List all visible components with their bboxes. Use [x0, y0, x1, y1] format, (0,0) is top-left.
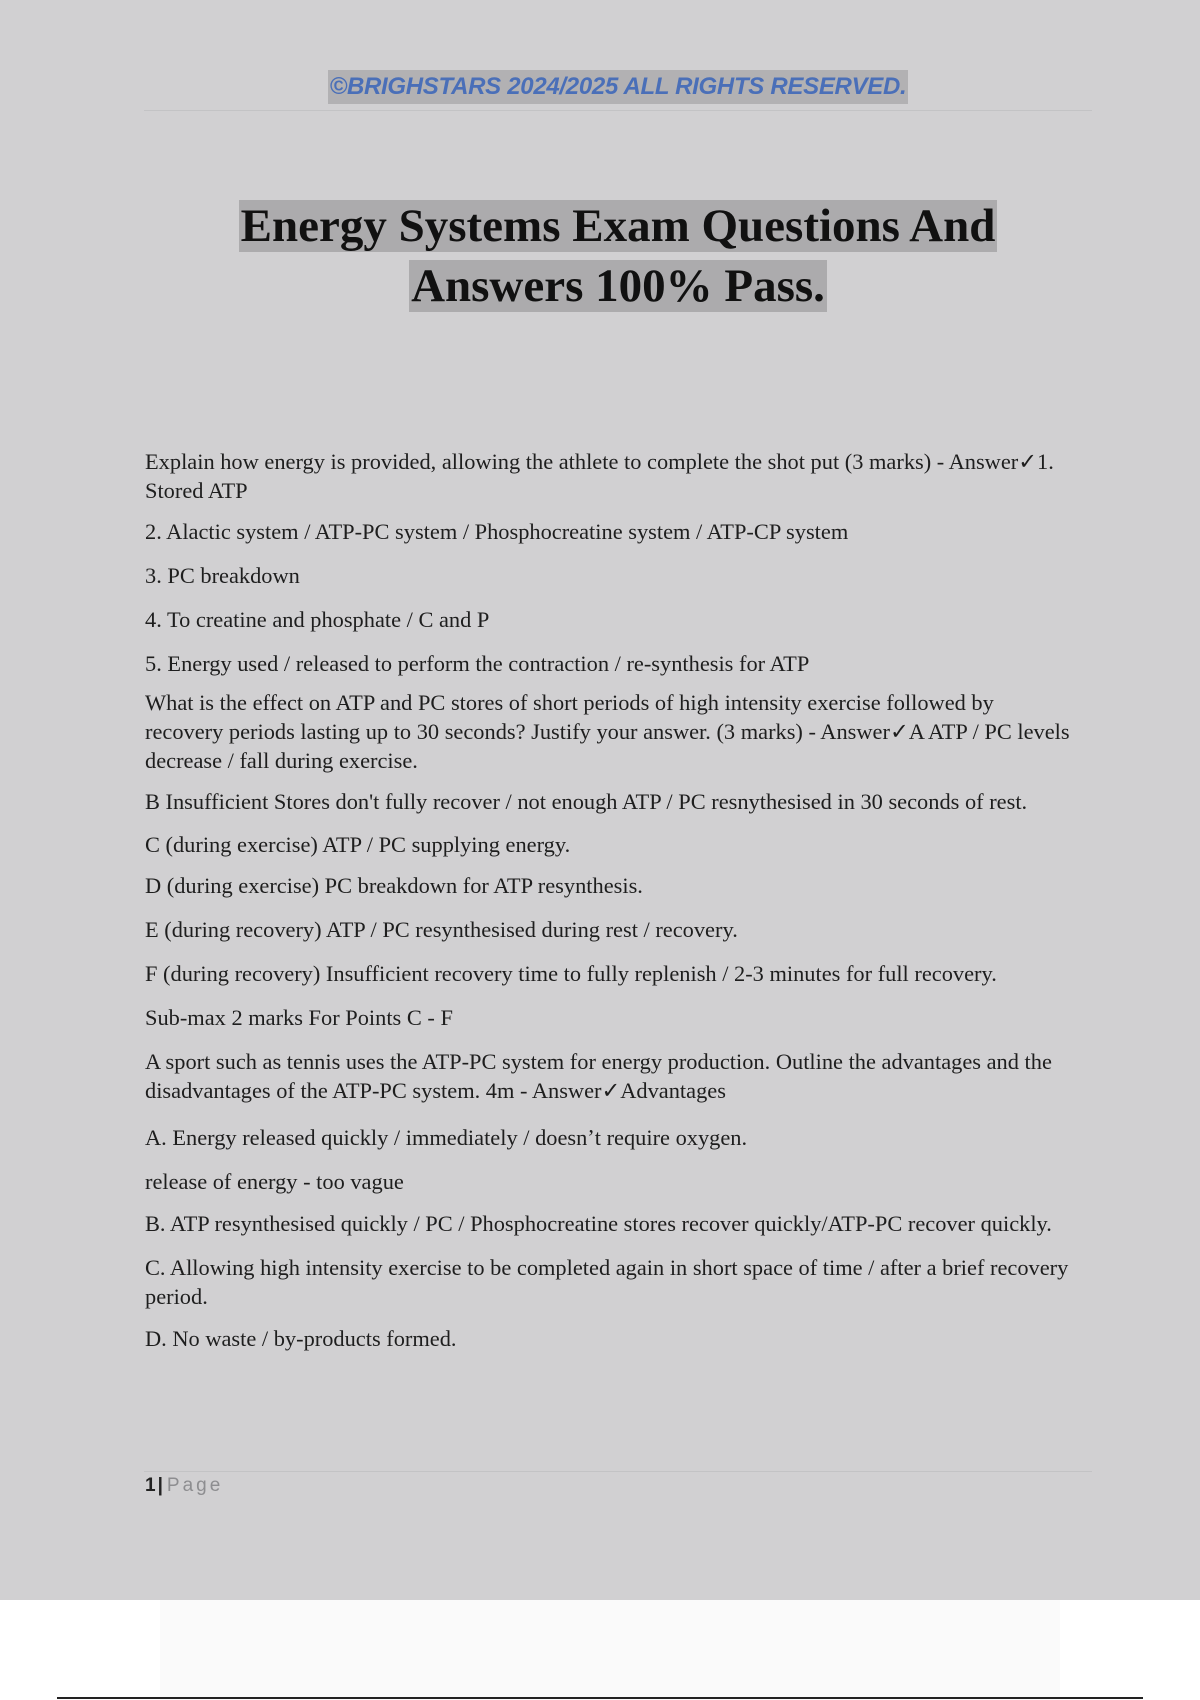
- page-separator: |: [157, 1475, 163, 1496]
- paragraph: C. Allowing high intensity exercise to be completed again in short space of time / after a brief recovery period.: [145, 1255, 1069, 1309]
- paragraph: 5. Energy used / released to perform the contraction / re-synthesis for ATP: [145, 651, 810, 676]
- next-page-panel: [160, 1600, 1060, 1700]
- document-body: [145, 447, 1075, 1353]
- paragraph: 4. To creatine and phosphate / C and P: [145, 607, 490, 632]
- paragraph: E (during recovery) ATP / PC resynthesised during rest / recovery.: [145, 917, 738, 942]
- page-number: 1: [145, 1475, 156, 1496]
- page-label: Page: [166, 1475, 224, 1496]
- paragraph: A. Energy released quickly / immediately / doesnʼt require oxygen.: [145, 1125, 748, 1150]
- paragraph: What is the effect on ATP and PC stores of short periods of high intensity exercise followed by recovery periods lasting up to 30 seconds? Justify your answer. (3 marks) - Answer✓A ATP / PC levels decrease / fall during exercise.: [145, 690, 1070, 773]
- paragraph: F (during recovery) Insufficient recovery time to fully replenish / 2-3 minutes for full recovery.: [145, 961, 997, 986]
- paragraph: 2. Alactic system / ATP-PC system / Phosphocreatine system / ATP-CP system: [145, 519, 849, 544]
- paragraph: C (during exercise) ATP / PC supplying energy.: [145, 832, 571, 857]
- paragraph: D (during exercise) PC breakdown for ATP resynthesis.: [145, 873, 643, 898]
- copyright-notice: ©BRIGHSTARS 2024/2025 ALL RIGHTS RESERVED.: [328, 70, 909, 104]
- next-page-preview: [0, 1600, 1200, 1700]
- title-line-1: Energy Systems Exam Questions And: [240, 200, 996, 252]
- paragraph: Explain how energy is provided, allowing the athlete to complete the shot put (3 marks) - Answer✓1. Stored ATP: [145, 449, 1054, 503]
- title-line-2: Answers 100% Pass.: [411, 260, 825, 312]
- paragraph: B. ATP resynthesised quickly / PC / Phosphocreatine stores recover quickly/ATP-PC recover quickly.: [145, 1211, 1052, 1236]
- footer-divider: [144, 1471, 1092, 1472]
- page-header: [144, 70, 1092, 104]
- page-footer: [145, 1474, 223, 1498]
- paragraph: 3. PC breakdown: [145, 563, 300, 588]
- paragraph: release of energy - too vague: [145, 1169, 404, 1194]
- paragraph: Sub-max 2 marks For Points C - F: [145, 1005, 453, 1030]
- document-title: [144, 196, 1092, 316]
- next-page-divider: [57, 1697, 1143, 1699]
- paragraph: D. No waste / by-products formed.: [145, 1326, 457, 1351]
- paragraph: A sport such as tennis uses the ATP-PC system for energy production. Outline the advantages and the disadvantages of the ATP-PC system. 4m - Answer✓Advantages: [145, 1049, 1052, 1103]
- paragraph: B Insufficient Stores don't fully recover / not enough ATP / PC resnythesised in 30 seconds of rest.: [145, 789, 1028, 814]
- header-divider: [144, 110, 1092, 111]
